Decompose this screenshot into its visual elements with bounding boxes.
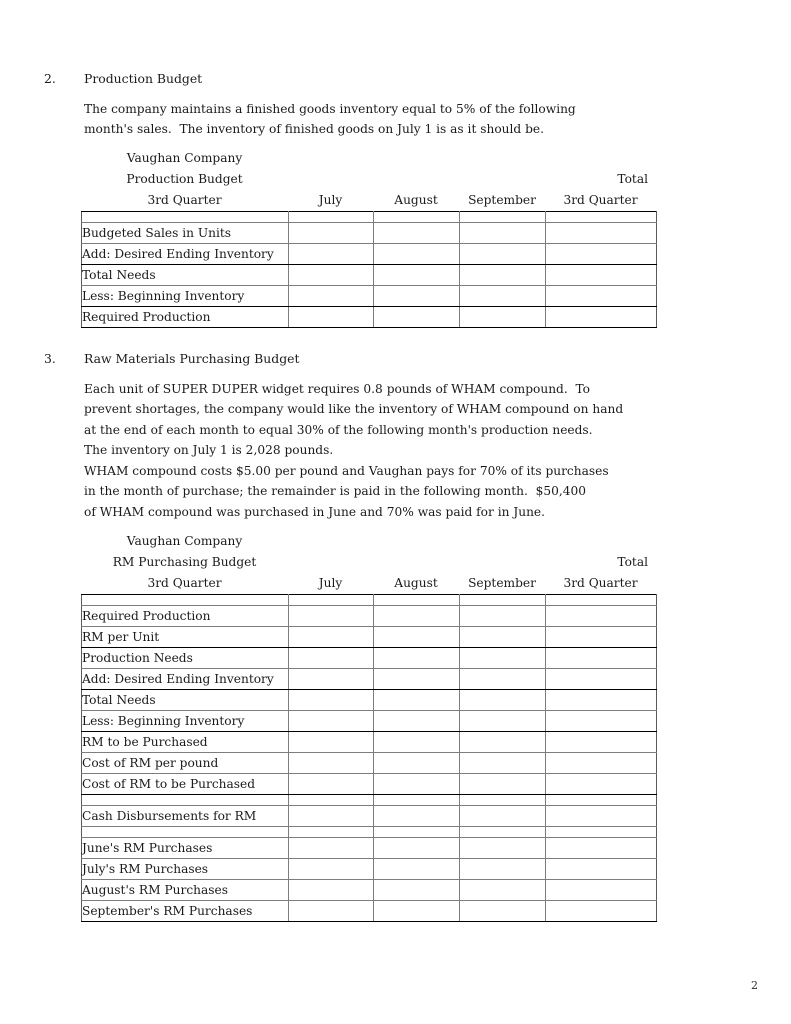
- cell-july[interactable]: [289, 307, 374, 328]
- column-header-september: September: [468, 193, 536, 207]
- table-row: [82, 627, 657, 648]
- paragraph-production-intro: [84, 99, 684, 140]
- cell-july[interactable]: [289, 827, 374, 838]
- cell-september[interactable]: [460, 880, 546, 901]
- cell-july[interactable]: [289, 753, 374, 774]
- schedule-quarter-label: 3rd Quarter: [147, 576, 222, 590]
- cell-september[interactable]: [460, 648, 546, 669]
- cell-july[interactable]: [289, 690, 374, 711]
- table-row: [82, 244, 657, 265]
- cell-total[interactable]: [546, 711, 657, 732]
- cell-total[interactable]: [546, 732, 657, 753]
- table-row: [82, 795, 657, 806]
- cell-july[interactable]: [289, 838, 374, 859]
- column-header-september: September: [468, 576, 536, 590]
- cell-august[interactable]: [374, 732, 460, 753]
- row-label: Cash Disbursements for RM: [82, 806, 289, 827]
- rm-purchasing-budget-table: [81, 594, 657, 922]
- table-row: [82, 690, 657, 711]
- paragraph-line: The company maintains a finished goods inventory equal to 5% of the following: [84, 102, 576, 116]
- schedule-total-label: Total: [617, 172, 648, 186]
- row-label: August's RM Purchases: [82, 880, 289, 901]
- section-number: 2.: [44, 71, 56, 86]
- section-number: 3.: [44, 351, 56, 366]
- schedule-company-name: Vaughan Company: [126, 151, 243, 165]
- cell-september[interactable]: [460, 595, 546, 606]
- cell-total[interactable]: [546, 827, 657, 838]
- row-label: September's RM Purchases: [82, 901, 289, 922]
- paragraph-line: of WHAM compound was purchased in June and 70% was paid for in June.: [84, 504, 546, 519]
- cell-september[interactable]: [460, 711, 546, 732]
- section-title: Production Budget: [84, 71, 203, 86]
- column-header-august: August: [394, 576, 438, 590]
- cell-september[interactable]: [460, 690, 546, 711]
- cell-september[interactable]: [460, 627, 546, 648]
- table-row: [82, 859, 657, 880]
- row-label: June's RM Purchases: [82, 838, 289, 859]
- cell-september[interactable]: [460, 753, 546, 774]
- row-label: Total Needs: [82, 690, 289, 711]
- table-row: [82, 212, 657, 223]
- cell-total[interactable]: [546, 595, 657, 606]
- cell-july[interactable]: [289, 648, 374, 669]
- cell-total[interactable]: [546, 880, 657, 901]
- cell-total[interactable]: [546, 901, 657, 922]
- cell-september[interactable]: [460, 669, 546, 690]
- row-label: Add: Desired Ending Inventory: [82, 244, 289, 265]
- cell-total[interactable]: [546, 795, 657, 806]
- cell-september[interactable]: [460, 307, 546, 328]
- row-label: Add: Desired Ending Inventory: [82, 669, 289, 690]
- table-row: [82, 606, 657, 627]
- schedule-rm-purchasing-budget: [81, 531, 656, 918]
- cell-september[interactable]: [460, 244, 546, 265]
- table-row: [82, 223, 657, 244]
- column-header-total-quarter: 3rd Quarter: [563, 576, 638, 590]
- column-header-total-quarter: 3rd Quarter: [563, 193, 638, 207]
- table-row: [82, 880, 657, 901]
- paragraph-raw-materials-requirements: [84, 379, 684, 460]
- cell-july[interactable]: [289, 806, 374, 827]
- cell-september[interactable]: [460, 827, 546, 838]
- cell-august[interactable]: [374, 753, 460, 774]
- paragraph-line: prevent shortages, the company would like the inventory of WHAM compound on hand: [84, 402, 624, 417]
- table-row: [82, 732, 657, 753]
- cell-august[interactable]: [374, 627, 460, 648]
- row-label: Production Needs: [82, 648, 289, 669]
- cell-september[interactable]: [460, 806, 546, 827]
- table-row: [82, 648, 657, 669]
- cell-august[interactable]: [374, 806, 460, 827]
- cell-august[interactable]: [374, 286, 460, 307]
- cell-august[interactable]: [374, 606, 460, 627]
- row-label: RM per Unit: [82, 627, 289, 648]
- cell-total[interactable]: [546, 806, 657, 827]
- cell-total[interactable]: [546, 606, 657, 627]
- cell-august[interactable]: [374, 774, 460, 795]
- cell-august[interactable]: [374, 648, 460, 669]
- schedule-column-headers: [81, 190, 656, 211]
- column-header-july: July: [318, 193, 343, 207]
- column-header-july: July: [318, 576, 343, 590]
- cell-july[interactable]: [289, 212, 374, 223]
- cell-total[interactable]: [546, 669, 657, 690]
- table-row: [82, 901, 657, 922]
- schedule-quarter-label: 3rd Quarter: [147, 193, 222, 207]
- schedule-budget-title: RM Purchasing Budget: [112, 555, 257, 569]
- cell-august[interactable]: [374, 669, 460, 690]
- cell-july[interactable]: [289, 595, 374, 606]
- cell-august[interactable]: [374, 838, 460, 859]
- table-row: [82, 307, 657, 328]
- cell-august[interactable]: [374, 595, 460, 606]
- cell-august[interactable]: [374, 307, 460, 328]
- row-label: [82, 595, 289, 606]
- paragraph-line: The inventory on July 1 is 2,028 pounds.: [84, 442, 334, 457]
- cell-september[interactable]: [460, 774, 546, 795]
- schedule-production-budget: [81, 148, 656, 324]
- cell-august[interactable]: [374, 880, 460, 901]
- schedule-company-name: Vaughan Company: [126, 534, 243, 548]
- row-label: Required Production: [82, 307, 289, 328]
- cell-july[interactable]: [289, 795, 374, 806]
- row-label: Less: Beginning Inventory: [82, 286, 289, 307]
- row-label: July's RM Purchases: [82, 859, 289, 880]
- cell-august[interactable]: [374, 212, 460, 223]
- cell-july[interactable]: [289, 669, 374, 690]
- paragraph-line: at the end of each month to equal 30% of the following month's production needs.: [84, 422, 593, 437]
- row-label: [82, 212, 289, 223]
- table-body: [82, 595, 657, 922]
- schedule-header: [81, 148, 656, 211]
- table-row: [82, 838, 657, 859]
- cell-september[interactable]: [460, 286, 546, 307]
- row-label: [82, 827, 289, 838]
- paragraph-line: in the month of purchase; the remainder is paid in the following month. $50,400: [84, 484, 587, 499]
- cell-september[interactable]: [460, 606, 546, 627]
- cell-july[interactable]: [289, 286, 374, 307]
- cell-july[interactable]: [289, 711, 374, 732]
- cell-september[interactable]: [460, 795, 546, 806]
- cell-total[interactable]: [546, 838, 657, 859]
- cell-total[interactable]: [546, 753, 657, 774]
- cell-july[interactable]: [289, 606, 374, 627]
- cell-august[interactable]: [374, 901, 460, 922]
- table-row: [82, 669, 657, 690]
- schedule-column-headers: [81, 573, 656, 594]
- cell-total[interactable]: [546, 859, 657, 880]
- table-row: [82, 595, 657, 606]
- cell-september[interactable]: [460, 265, 546, 286]
- cell-total[interactable]: [546, 307, 657, 328]
- row-label: Cost of RM to be Purchased: [82, 774, 289, 795]
- cell-total[interactable]: [546, 627, 657, 648]
- cell-july[interactable]: [289, 901, 374, 922]
- cell-total[interactable]: [546, 690, 657, 711]
- cell-total[interactable]: [546, 212, 657, 223]
- cell-august[interactable]: [374, 265, 460, 286]
- section-title: Raw Materials Purchasing Budget: [84, 351, 300, 366]
- cell-september[interactable]: [460, 859, 546, 880]
- column-header-august: August: [394, 193, 438, 207]
- cell-august[interactable]: [374, 244, 460, 265]
- cell-august[interactable]: [374, 223, 460, 244]
- row-label: RM to be Purchased: [82, 732, 289, 753]
- cell-august[interactable]: [374, 795, 460, 806]
- schedule-total-label: Total: [617, 555, 648, 569]
- cell-september[interactable]: [460, 838, 546, 859]
- schedule-header: [81, 531, 656, 594]
- cell-july[interactable]: [289, 265, 374, 286]
- paragraph-raw-materials-payments: [84, 461, 684, 522]
- cell-total[interactable]: [546, 774, 657, 795]
- row-label: Cost of RM per pound: [82, 753, 289, 774]
- cell-july[interactable]: [289, 774, 374, 795]
- row-label: Required Production: [82, 606, 289, 627]
- cell-total[interactable]: [546, 244, 657, 265]
- row-label: Less: Beginning Inventory: [82, 711, 289, 732]
- cell-september[interactable]: [460, 223, 546, 244]
- cell-total[interactable]: [546, 648, 657, 669]
- cell-july[interactable]: [289, 859, 374, 880]
- page-number: 2: [751, 979, 758, 992]
- table-row: [82, 806, 657, 827]
- cell-july[interactable]: [289, 732, 374, 753]
- row-label: Total Needs: [82, 265, 289, 286]
- paragraph-line: WHAM compound costs $5.00 per pound and Vaughan pays for 70% of its purchases: [84, 464, 609, 478]
- paragraph-line: Each unit of SUPER DUPER widget requires 0.8 pounds of WHAM compound. To: [84, 382, 590, 396]
- cell-july[interactable]: [289, 627, 374, 648]
- cell-total[interactable]: [546, 265, 657, 286]
- cell-september[interactable]: [460, 732, 546, 753]
- table-row: [82, 774, 657, 795]
- cell-august[interactable]: [374, 827, 460, 838]
- table-row: [82, 711, 657, 732]
- cell-july[interactable]: [289, 223, 374, 244]
- table-row: [82, 265, 657, 286]
- cell-august[interactable]: [374, 711, 460, 732]
- table-row: [82, 753, 657, 774]
- table-body: [82, 212, 657, 328]
- cell-august[interactable]: [374, 859, 460, 880]
- table-row: [82, 827, 657, 838]
- row-label: Budgeted Sales in Units: [82, 223, 289, 244]
- schedule-budget-title: Production Budget: [126, 172, 243, 186]
- cell-september[interactable]: [460, 901, 546, 922]
- cell-total[interactable]: [546, 223, 657, 244]
- production-budget-table: [81, 211, 657, 328]
- cell-september[interactable]: [460, 212, 546, 223]
- paragraph-line: month's sales. The inventory of finished goods on July 1 is as it should be.: [84, 122, 544, 137]
- row-label: [82, 795, 289, 806]
- table-row: [82, 286, 657, 307]
- cell-total[interactable]: [546, 286, 657, 307]
- cell-july[interactable]: [289, 244, 374, 265]
- cell-july[interactable]: [289, 880, 374, 901]
- cell-august[interactable]: [374, 690, 460, 711]
